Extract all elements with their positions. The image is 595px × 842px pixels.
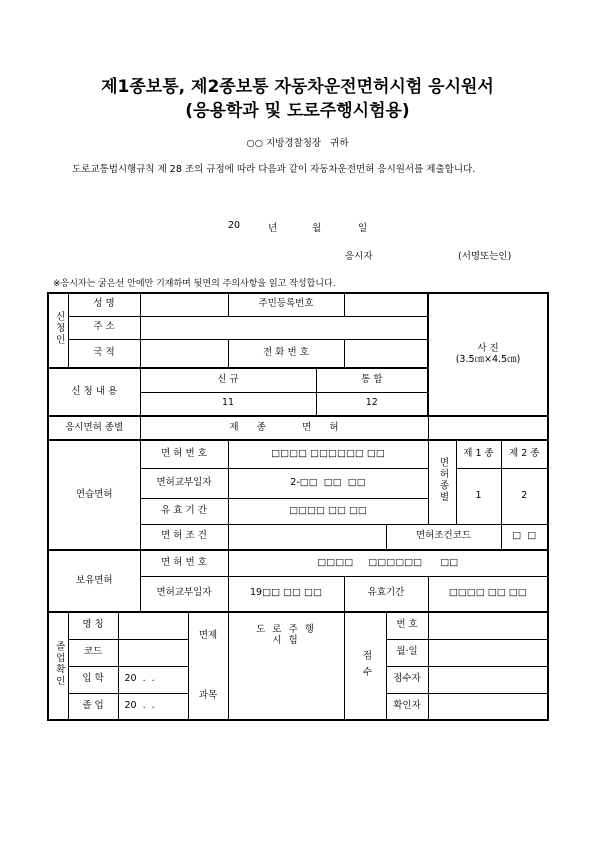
class1-option[interactable]: 1	[456, 468, 501, 524]
date-year[interactable]: 20	[228, 220, 241, 231]
option-combined-label: 통 합	[316, 368, 428, 392]
checker-field[interactable]	[428, 693, 548, 720]
class2-option[interactable]: 2	[501, 468, 548, 524]
school-code-field[interactable]	[118, 639, 188, 666]
nationality-field[interactable]	[140, 339, 228, 368]
photo-bottom-blank	[428, 416, 548, 440]
entry-date-field[interactable]: 20 . .	[118, 666, 188, 693]
application-type-label: 신 청 내 용	[48, 368, 140, 416]
road-test-label: 도 로 주 행 시 험	[228, 612, 344, 720]
held-number-field[interactable]: □□□□ □□□□□□ □□	[228, 550, 548, 576]
name-label: 성 명	[68, 293, 140, 316]
addressee: ○○ 지방경찰청장 귀하	[246, 138, 349, 149]
page-title: 제1종보통, 제2종보통 자동차운전면허시험 응시원서	[101, 77, 494, 97]
signature-field[interactable]: (서명또는인)	[458, 251, 512, 262]
option-new-label: 신 규	[140, 368, 316, 392]
condition-code-field[interactable]: □ □	[501, 524, 548, 550]
learner-number-label: 면 허 번 호	[140, 440, 228, 468]
page-subtitle: (응용학과 및 도로주행시험용)	[185, 101, 410, 121]
scorer-label: 점수자	[386, 666, 428, 693]
school-name-label: 명 칭	[68, 612, 118, 639]
learner-number-field[interactable]: □□□□ □□□□□□ □□	[228, 440, 428, 468]
school-code-label: 코드	[68, 639, 118, 666]
phone-label: 전 화 번 호	[228, 339, 344, 368]
application-form-table	[47, 292, 549, 721]
graduation-label: 졸업확인	[48, 612, 68, 720]
test-date-label: 월·일	[386, 639, 428, 666]
date-month-unit: 월	[312, 223, 322, 234]
learner-condition-field[interactable]	[228, 524, 386, 550]
option-combined-code[interactable]: 12	[316, 392, 428, 416]
nationality-label: 국 적	[68, 339, 140, 368]
address-label: 주 소	[68, 316, 140, 339]
school-name-field[interactable]	[118, 612, 188, 639]
rrn-field[interactable]	[344, 293, 428, 316]
condition-code-label: 면허조건코드	[386, 524, 501, 550]
learner-valid-label: 유 효 기 간	[140, 498, 228, 524]
learner-license-label: 연습면허	[48, 440, 140, 550]
applicant-section-label: 신청인	[48, 293, 68, 368]
address-field[interactable]	[140, 316, 428, 339]
applicant-label: 응시자	[345, 251, 373, 262]
photo-size: (3.5㎝×4.5㎝)	[455, 353, 521, 365]
license-class-label: 면허종별	[428, 440, 456, 524]
name-field[interactable]	[140, 293, 228, 316]
held-number-label: 면 허 번 호	[140, 550, 228, 576]
held-issue-field[interactable]: 19□□ □□ □□	[228, 576, 344, 612]
license-type-label: 응시면허 종별	[48, 416, 140, 440]
learner-valid-field[interactable]: □□□□ □□ □□	[228, 498, 428, 524]
exempt-subject-label: 면제 과목	[188, 612, 228, 720]
license-type-field[interactable]: 제 종 면 허	[140, 416, 428, 440]
grad-date-field[interactable]: 20 . .	[118, 693, 188, 720]
instruction-note: ※응시자는 굵은선 안에만 기재하며 뒷면의 주의사항을 읽고 작성합니다.	[53, 279, 336, 289]
option-new-code[interactable]: 11	[140, 392, 316, 416]
held-valid-label: 유효기간	[344, 576, 428, 612]
class2-header: 제 2 종	[501, 440, 548, 468]
learner-issue-field[interactable]: 2-□□ □□ □□	[228, 468, 428, 498]
date-day-unit: 일	[358, 223, 368, 234]
grad-label: 졸 업	[68, 693, 118, 720]
learner-condition-label: 면 허 조 건	[140, 524, 228, 550]
rrn-label: 주민등록번호	[228, 293, 344, 316]
class1-header: 제 1 종	[456, 440, 501, 468]
photo-box[interactable]	[428, 293, 548, 416]
scorer-field[interactable]	[428, 666, 548, 693]
intro-text: 도로교통법시행규칙 제 28 조의 규정에 따라 다음과 같이 자동차운전면허 응시원서를 제출합니다.	[72, 164, 476, 175]
learner-issue-label: 면허교부일자	[140, 468, 228, 498]
held-license-label: 보유면허	[48, 550, 140, 612]
test-date-field[interactable]	[428, 639, 548, 666]
score-label: 점 수	[344, 612, 386, 720]
held-valid-field[interactable]: □□□□ □□ □□	[428, 576, 548, 612]
photo-label: 사 진	[477, 342, 499, 354]
held-issue-label: 면허교부일자	[140, 576, 228, 612]
checker-label: 확인자	[386, 693, 428, 720]
entry-label: 입 학	[68, 666, 118, 693]
phone-field[interactable]	[344, 339, 428, 368]
test-number-label: 번 호	[386, 612, 428, 639]
test-number-field[interactable]	[428, 612, 548, 639]
date-year-unit: 년	[268, 223, 278, 234]
